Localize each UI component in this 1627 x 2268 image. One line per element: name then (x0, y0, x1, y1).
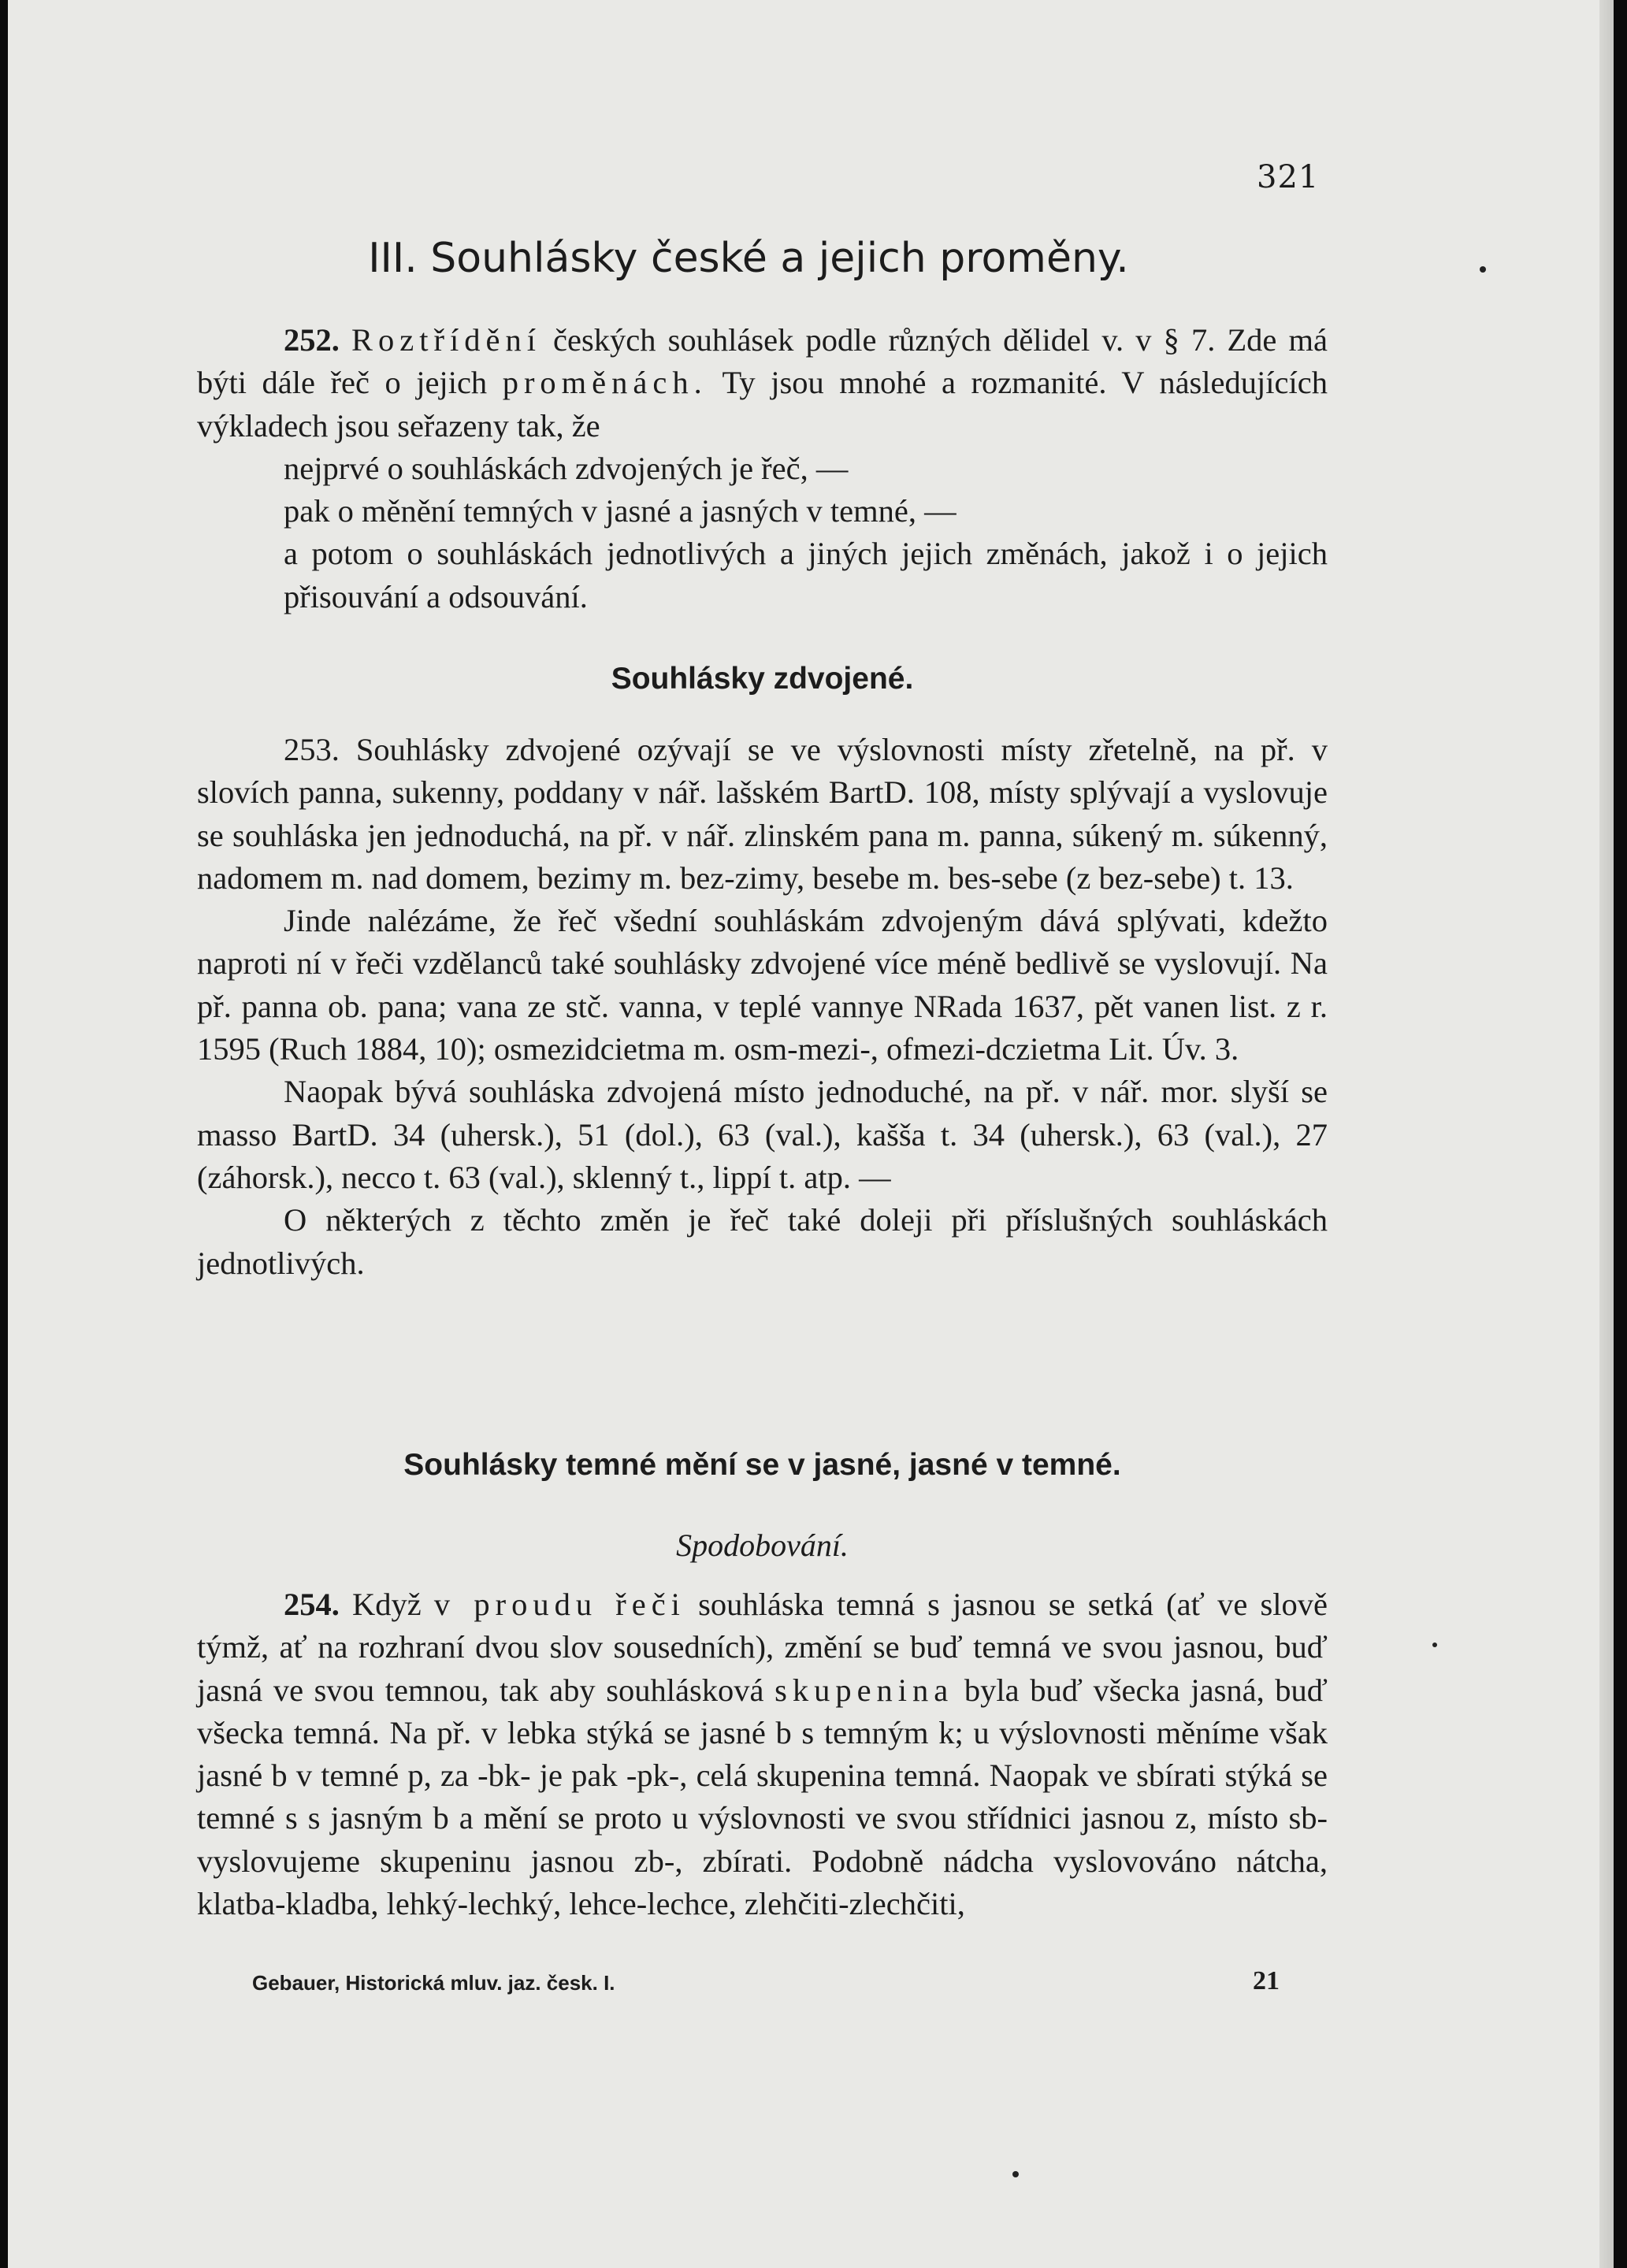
list-line: pak o měnění temných v jasné a jasných v temné, — (284, 493, 957, 529)
spaced-term: Roztřídění (351, 322, 541, 358)
section-252 (197, 319, 1328, 618)
section-heading: Souhlásky temné mění se v jasné, jasné v temné. (403, 1448, 1121, 1482)
section-254 (197, 1583, 1328, 1925)
speck-dot (1012, 2171, 1019, 2177)
spaced-term: proměnách. (502, 365, 708, 401)
paragraph-text: Ty jsou mnohé a rozmanité. V následujících výkladech jsou seřazeny tak, že (197, 365, 1328, 444)
list-line: a potom o souhláskách jednotlivých a jiných jejich změnách, jakož i o jejich přisouvání a odsouvání. (284, 536, 1328, 614)
paragraph: 253. Souhlásky zdvojené ozývají se ve výslovnosti místy zřetelně, na př. v slovích panna, sukenny, poddany v nář. lašském BartD. 108, místy splývají a vyslovuje se souhláska jen jednoduchá, na př. v nář. zlinském pana m. panna, súkený m. súkenný, nadomem m. nad domem, bezimy m. bez-zimy, besebe m. bes-sebe (z bez-sebe) t. 13. (197, 732, 1328, 896)
paragraph: Jinde nalézáme, že řeč všední souhláskám zdvojeným dává splývati, kdežto naproti ní v řeči vzdělanců také souhlásky zdvojené více méně bedlivě se vyslovují. Na př. panna ob. pana; vana ze stč. vanna, v teplé vannye NRada 1637, pět vanen list. z r. 1595 (Ruch 1884, 10); osmezidcietma m. osm-mezi-, ofmezi-dczietma Lit. Úv. 3. (197, 903, 1328, 1067)
spaced-term: v proudu řeči (433, 1587, 685, 1622)
book-page (8, 0, 1614, 2268)
paragraph-text: byla buď všecka jasná, buď všecka temná. Na př. v lebka stýká se jasné b s temným k; u výslovnosti měníme však jasné b v temné p, za -bk- je pak -pk-, celá skupenina temná. Naopak ve sbírati stýká se temné s s jasným b a mění se proto u výslovnosti ve svou střídnici jasnou z, místo sb- vyslovujeme skupeninu jasnou zb-, zbírati. Podobně nádcha vyslovováno nátcha, klatba-kladba, lehký-lechký, lehce-lechce, zlehčiti-zlechčiti, (197, 1672, 1328, 1922)
signature-number: 21 (1253, 1966, 1280, 1995)
speck-dot (1480, 266, 1486, 273)
paragraph: Naopak bývá souhláska zdvojená místo jednoduché, na př. v nář. mor. slyší se masso BartD. 34 (uhersk.), 51 (dol.), 63 (val.), kašša t. 34 (uhersk.), 63 (val.), 27 (záhorsk.), necco t. 63 (val.), sklenný t., lippí t. atp. — (197, 1074, 1328, 1195)
paragraph-text: souhláska temná s jasnou se setká (ať ve slově týmž, ať na rozhraní dvou slov sousedních), změní se buď temná ve svou jasnou, buď jasná ve svou temnou, tak aby souhlásková (197, 1587, 1328, 1708)
subsection-heading: Spodobování. (676, 1527, 849, 1563)
paragraph (197, 1583, 1328, 1925)
page-number: 321 (1257, 159, 1320, 195)
section-number: 254. (284, 1587, 340, 1622)
section-heading: Souhlásky zdvojené. (611, 662, 914, 696)
spaced-term: skupenina (774, 1672, 954, 1708)
section-252-intro (197, 319, 1328, 447)
section-number: 252. (284, 322, 340, 358)
page-edge (1599, 0, 1614, 2268)
chapter-title: III. Souhlásky české a jejich proměny. (368, 235, 1129, 282)
speck-dot (1432, 1643, 1437, 1647)
paragraph-text: českých souhlásek podle různých dělidel v. v § 7. Zde má býti dále řeč o jejich (197, 322, 1328, 401)
footer-citation: Gebauer, Historická mluv. jaz. česk. I. (252, 1971, 615, 1995)
section-253 (197, 729, 1328, 1285)
paragraph-text: Když (339, 1587, 434, 1622)
paragraph: O některých z těchto změn je řeč také doleji při příslušných souhláskách jednotlivých. (197, 1202, 1328, 1281)
list-line: nejprvé o souhláskách zdvojených je řeč, — (284, 450, 849, 486)
